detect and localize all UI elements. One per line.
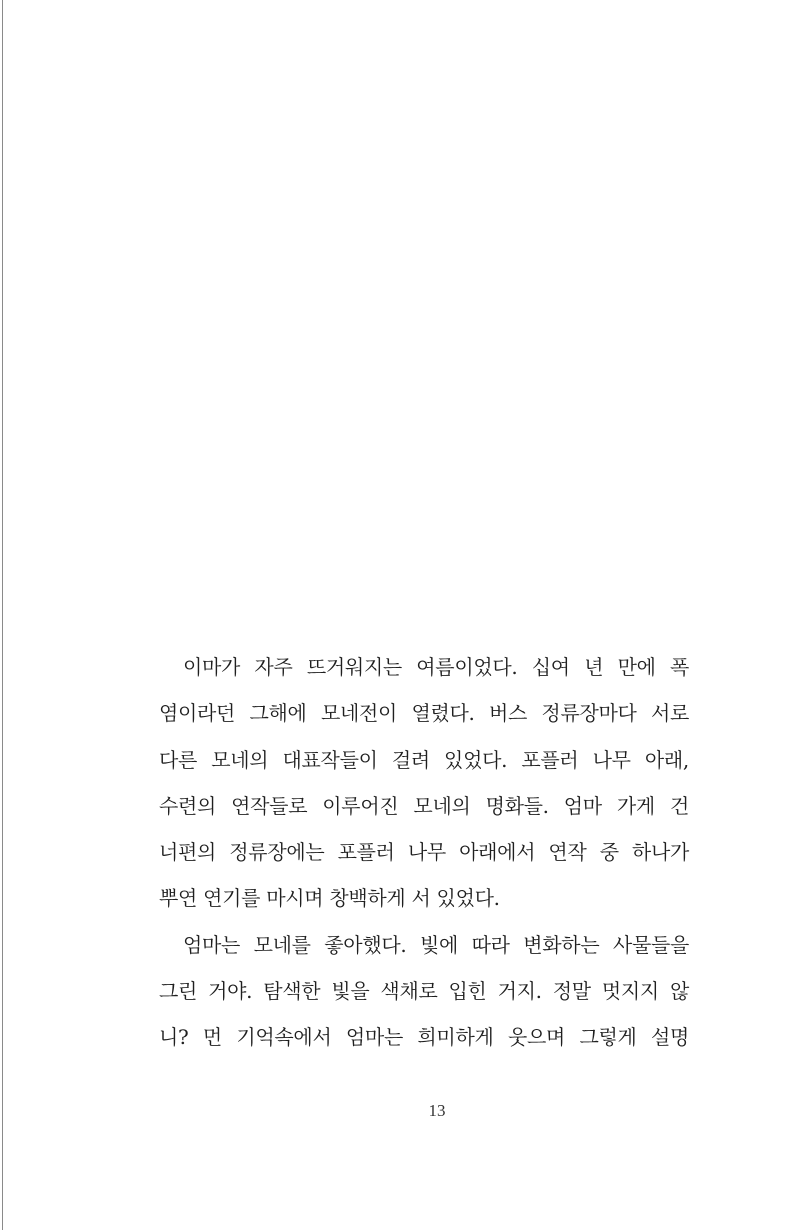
page-edge-line [2, 0, 3, 1230]
text-line: 염이라던 그해에 모네전이 열렸다. 버스 정류장마다 서로 [159, 701, 689, 726]
text-line: 그린 거야. 탐색한 빛을 색채로 입힌 거지. 정말 멋지지 않 [159, 979, 689, 1004]
text-line: 뿌연 연기를 마시며 창백하게 서 있었다. [159, 886, 500, 911]
text-line: 엄마는 모네를 좋아했다. 빛에 따라 변화하는 사물들을 [183, 932, 689, 957]
paragraph-1 [159, 644, 689, 922]
text-line: 니? 먼 기억속에서 엄마는 희미하게 웃으며 그렇게 설명 [159, 1025, 689, 1050]
text-line: 이마가 자주 뜨거워지는 여름이었다. 십여 년 만에 폭 [183, 655, 689, 679]
paragraph-2 [159, 922, 689, 1061]
text-line: 너편의 정류장에는 포플러 나무 아래에서 연작 중 하나가 [159, 840, 689, 865]
text-line: 다른 모네의 대표작들이 걸려 있었다. 포플러 나무 아래, [159, 747, 689, 772]
text-line: 수련의 연작들로 이루어진 모네의 명화들. 엄마 가게 건 [159, 793, 689, 818]
body-text [159, 644, 689, 1061]
page-number: 13 [428, 1101, 446, 1120]
